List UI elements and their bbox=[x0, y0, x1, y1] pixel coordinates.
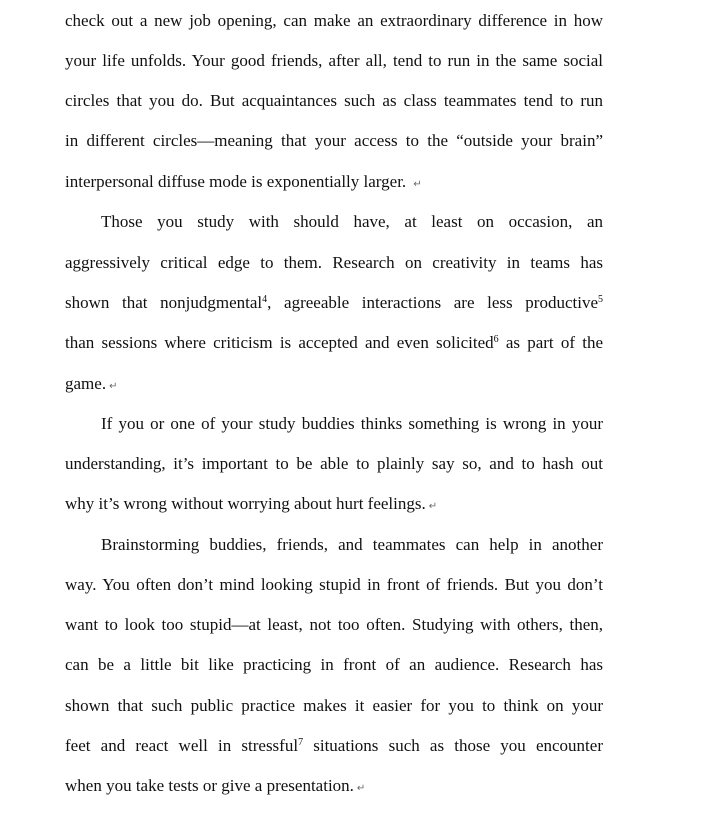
text-line bbox=[65, 91, 603, 111]
text-line bbox=[65, 736, 603, 756]
text-line bbox=[65, 575, 603, 595]
text-line-content: , agreeable interactions are less productive bbox=[267, 293, 598, 312]
text-line-content: shown that such public practice makes it easier for you to think on your bbox=[65, 696, 603, 715]
text-line-content: Those you study with should have, at least on occasion, an bbox=[101, 212, 603, 231]
text-line bbox=[65, 333, 603, 353]
text-line bbox=[65, 454, 603, 474]
text-line-content: check out a new job opening, can make an extraordinary difference in how bbox=[65, 11, 603, 30]
text-line bbox=[65, 253, 603, 273]
text-line bbox=[65, 776, 603, 799]
text-line bbox=[65, 655, 603, 675]
text-line bbox=[65, 172, 603, 195]
paragraph-mark-icon: ↵ bbox=[109, 381, 118, 392]
text-line-content: shown that nonjudgmental bbox=[65, 293, 263, 312]
footnote-ref[interactable]: 7 bbox=[298, 737, 304, 748]
text-line-content: Brainstorming buddies, friends, and teammates can help in another bbox=[101, 535, 603, 554]
text-line-content: when you take tests or give a presentation. bbox=[65, 776, 354, 795]
text-line-content: than sessions where criticism is accepted and even solicited bbox=[65, 333, 494, 352]
text-line bbox=[65, 293, 603, 313]
text-line bbox=[101, 535, 603, 555]
text-line-content: If you or one of your study buddies thinks something is wrong in your bbox=[101, 414, 603, 433]
text-line-content: interpersonal diffuse mode is exponentially larger. bbox=[65, 172, 407, 191]
footnote-ref[interactable]: 6 bbox=[493, 334, 499, 345]
text-line bbox=[65, 51, 603, 71]
text-line-content: in different circles—meaning that your access to the “outside your brain” bbox=[65, 131, 603, 150]
paragraph-mark-icon: ↵ bbox=[428, 501, 438, 512]
text-line-content: aggressively critical edge to them. Research on creativity in teams has bbox=[65, 253, 603, 272]
text-line-content: circles that you do. But acquaintances such as class teammates tend to run bbox=[65, 91, 603, 110]
footnote-ref[interactable]: 4 bbox=[262, 294, 268, 305]
text-line-content: situations such as those you encounter bbox=[303, 736, 603, 755]
text-line-content: game. bbox=[65, 374, 107, 393]
paragraph-mark-icon: ↵ bbox=[413, 179, 422, 190]
text-line bbox=[101, 212, 603, 232]
text-line-content: way. You often don’t mind looking stupid in front of friends. But you don’t bbox=[65, 575, 603, 594]
paragraph-mark-icon: ↵ bbox=[356, 783, 366, 794]
text-line-content: understanding, it’s important to be able to plainly say so, and to hash out bbox=[65, 454, 603, 473]
text-line-content: want to look too stupid—at least, not too often. Studying with others, then, bbox=[65, 615, 603, 634]
text-line-content: your life unfolds. Your good friends, after all, tend to run in the same social bbox=[65, 51, 603, 70]
text-line bbox=[65, 374, 603, 397]
text-line bbox=[65, 131, 603, 151]
text-line-content: as part of the bbox=[498, 333, 603, 352]
text-line bbox=[65, 494, 603, 517]
text-line-content: why it’s wrong without worrying about hurt feelings. bbox=[65, 494, 426, 513]
text-line bbox=[65, 696, 603, 716]
text-line bbox=[65, 615, 603, 635]
text-line-content: can be a little bit like practicing in front of an audience. Research has bbox=[65, 655, 603, 674]
text-line bbox=[65, 11, 603, 31]
footnote-ref[interactable]: 5 bbox=[598, 294, 603, 305]
text-line-content: feet and react well in stressful bbox=[65, 736, 299, 755]
text-line bbox=[101, 414, 603, 434]
